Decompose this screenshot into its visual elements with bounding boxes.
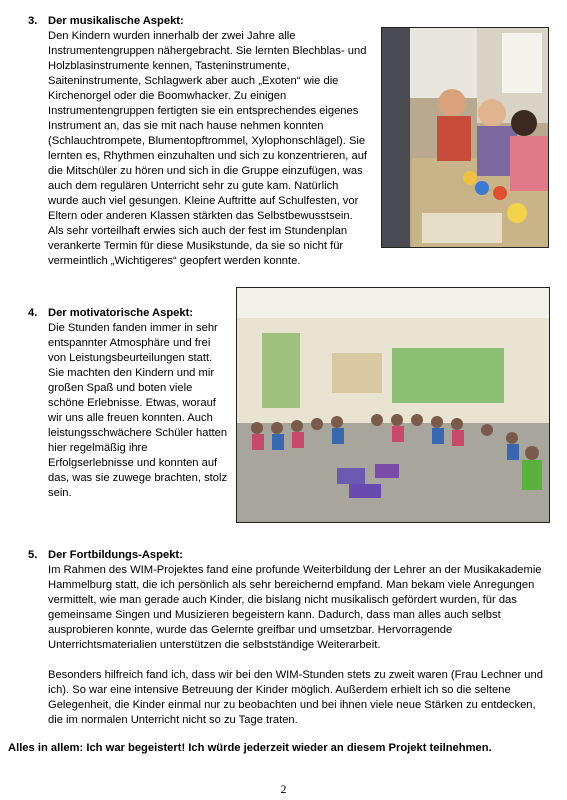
section-5-title: Der Fortbildungs-Aspekt: (48, 549, 183, 561)
section-3-heading (28, 14, 368, 29)
photo-classroom-circle-image (237, 288, 549, 522)
section-5-body: Im Rahmen des WIM-Projektes fand eine profunde Weiterbildung der Lehrer an der Musikakademie Hammelburg statt, die ich persönlich als sehr bereichernd empfand. Man bekam viele Anregungen vermittelt, wie man gerade auch Kinder, die bislang nicht musikalisch gefördert wurden, für das gemeinsame Singen und Musizieren begeistern kann. Dadurch, dass man alles auch selbst ausprobieren konnte, wurde das Gelernte greifbar und umsetzbar. Hervorragende Unterrichtsmaterialien unterstützen die selbstständige Weiterarbeit. (48, 564, 542, 651)
section-3-number: 3. (28, 15, 38, 27)
section-4-body: Die Stunden fanden immer in sehr entspannter Atmosphäre und frei von Leistungsbeurteilungen statt. Sie machten den Kindern und mir großen Spaß und boten viele schöne Erlebnisse. Etwas, worauf wir uns alle freuen konnten. Auch leistungsschwächere Schüler hatten hier regelmäßig ihre Erfolgserlebnisse und konnten auf das, was sie zuwege brachten, stolz sein. (48, 322, 228, 499)
section-4-heading (28, 306, 230, 321)
section-3 (28, 14, 368, 269)
section-5-number: 5. (28, 549, 38, 561)
photo-children-at-table (382, 28, 548, 247)
photo-classroom-circle (237, 288, 549, 522)
section-4-number: 4. (28, 307, 38, 319)
section-5 (28, 548, 548, 728)
section-3-title: Der musikalische Aspekt: (48, 15, 184, 27)
section-4 (28, 306, 230, 501)
section-4-title: Der motivatorische Aspekt: (48, 307, 194, 319)
section-5-heading (28, 548, 548, 563)
page-number: 2 (280, 782, 287, 796)
conclusion: Alles in allem: Ich war begeistert! Ich würde jederzeit wieder an diesem Projekt teilnehmen. (8, 742, 492, 754)
section-5-body-2: Besonders hilfreich fand ich, dass wir bei den WIM-Stunden stets zu zweit waren (Frau Lechner und ich). So war eine intensive Betreuung der Kinder möglich. Außerdem erhielt ich so die seltene Gelegenheit, die Kinder einmal nur zu beobachten und bei ihnen viele neue Stärken zu entdecken, die im normalen Unterricht nicht so zu Tage traten. (48, 669, 543, 726)
photo-children-at-table-image (382, 28, 548, 247)
section-3-body: Den Kindern wurden innerhalb der zwei Jahre alle Instrumentengruppen nähergebracht. Sie lernten Blechblas- und Holzblasinstrumente kennen, Tasteninstrumente, Saiteninstrumente, Schlagwerk aber auch „Exoten“ wie die Kirchenorgel oder die Boomwhacker. Zu einigen Instrumentengruppen fertigten sie ein entsprechendes eigenes Instrument an, das sie mit nach hause nehmen konnten (Schlauchtrompete, Blumentopftrommel, Xylophonschlägel). Sie lernten es, Rhythmen einzuhalten und sich zu konzentrieren, auf die Mitschüler zu hören und sich in die Gruppe einzufügen, was auch dem regulären Unterricht sehr zu gute kam. Natürlich wurde auch viel gesungen. Kleine Auftritte auf Schulfesten, vor Eltern oder anderen Klassen stärkten das Selbstbewusstsein. Als sehr vorteilhaft erwies sich auch der fest im Stundenplan verankerte Termin für diese Musikstunde, da sie so nicht für vermeintlich „Wichtigeres“ geopfert werden konnte. (48, 30, 368, 267)
